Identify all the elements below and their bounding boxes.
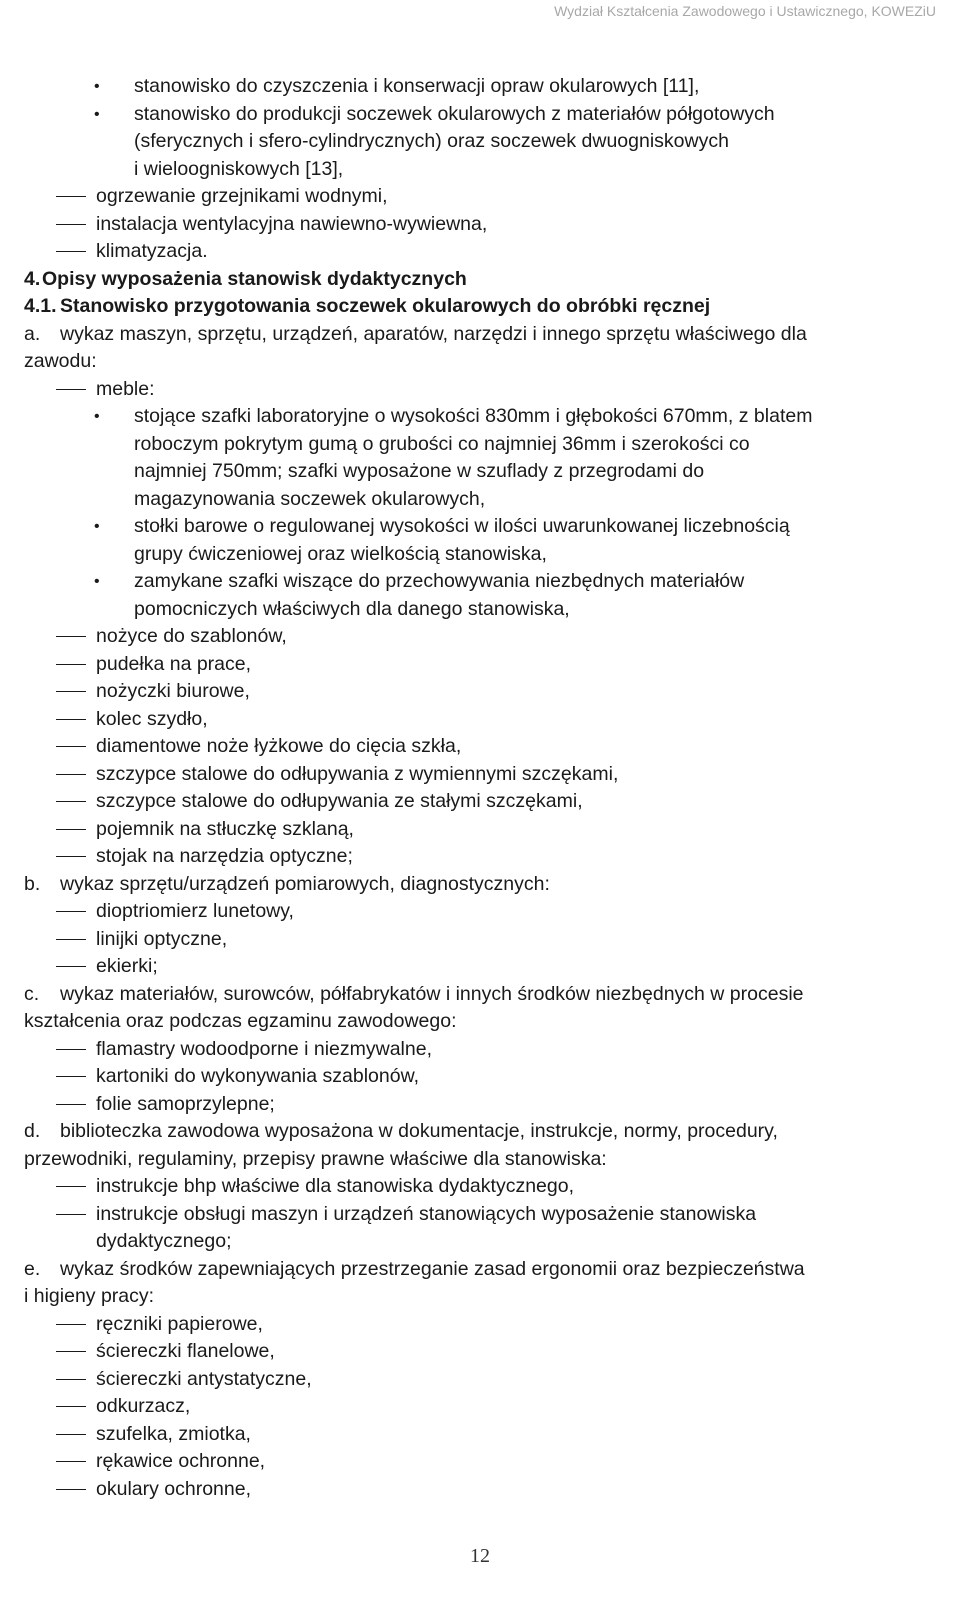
section-intro-line xyxy=(24,1118,936,1146)
section-intro-line xyxy=(24,981,936,1009)
list-item-line xyxy=(24,568,936,596)
list-item-line-text: kolec szydło, xyxy=(96,707,208,730)
list-item-line xyxy=(24,816,936,844)
dash-list-item xyxy=(24,1173,936,1201)
section-label: c. xyxy=(24,982,40,1005)
bullet-marker: • xyxy=(94,573,100,590)
list-item-line-text: dydaktycznego; xyxy=(96,1230,232,1252)
list-item-line xyxy=(24,513,936,541)
section-d xyxy=(24,1118,936,1256)
bullet-marker: • xyxy=(94,78,100,95)
list-item-line xyxy=(24,1338,936,1366)
list-item-line xyxy=(24,953,936,981)
dash-list-item xyxy=(24,953,936,981)
dash-list-item xyxy=(24,761,936,789)
list-item-line-text: ściereczki antystatyczne, xyxy=(96,1367,312,1390)
list-item-line xyxy=(24,788,936,816)
dash-list-item xyxy=(24,183,936,211)
list-item-line xyxy=(24,761,936,789)
section-intro-line-text: wykaz sprzętu/urządzeń pomiarowych, diagnostycznych: xyxy=(60,872,550,895)
list-item-line-text: i wieloogniskowych [13], xyxy=(134,157,344,180)
section-e xyxy=(24,1256,936,1504)
list-item-line-text: dioptriomierz lunetowy, xyxy=(96,900,294,922)
list-item-line-text: instrukcje bhp właściwe dla stanowiska dydaktycznego, xyxy=(96,1175,574,1197)
dash-list-item xyxy=(24,238,936,266)
dash-list-item xyxy=(24,1421,936,1449)
bullet-list-item xyxy=(24,101,936,184)
list-item-line xyxy=(24,733,936,761)
dash-list-item xyxy=(24,1338,936,1366)
list-item-line xyxy=(24,1036,936,1064)
section-intro-line-text: przewodniki, regulaminy, przepisy prawne właściwe dla stanowiska: xyxy=(24,1147,607,1170)
list-item-line-text: stojące szafki laboratoryjne o wysokości 830mm i głębokości 670mm, z blatem xyxy=(134,405,813,427)
list-item-line xyxy=(24,843,936,871)
list-item-line xyxy=(24,1173,936,1201)
subsection-heading xyxy=(24,293,936,321)
dash-list-item xyxy=(24,1393,936,1421)
section-intro-line-text: wykaz maszyn, sprzętu, urządzeń, aparatów, narzędzi i innego sprzętu właściwego dla xyxy=(60,322,807,345)
list-item-line-text: odkurzacz, xyxy=(96,1395,191,1417)
list-item-line-text: ręczniki papierowe, xyxy=(96,1312,263,1335)
section-intro-line xyxy=(24,348,936,376)
list-item-line xyxy=(24,128,936,156)
dash-list-item xyxy=(24,816,936,844)
dash-list-item xyxy=(24,1201,936,1256)
list-item-line-text: klimatyzacja. xyxy=(96,240,208,262)
section-intro-line xyxy=(24,321,936,349)
list-item-line-text: szczypce stalowe do odłupywania z wymiennymi szczękami, xyxy=(96,762,619,785)
list-item-line-text: kartoniki do wykonywania szablonów, xyxy=(96,1065,420,1087)
list-item-line xyxy=(24,1091,936,1119)
list-item-line xyxy=(24,73,936,101)
section-heading-text: Opisy wyposażenia stanowisk dydaktycznych xyxy=(42,267,467,290)
section-intro-line xyxy=(24,1283,936,1311)
list-item-line xyxy=(24,1476,936,1504)
list-item-line xyxy=(24,1201,936,1229)
bullet-list-item xyxy=(24,568,936,623)
list-item-line xyxy=(24,1421,936,1449)
dash-list-item xyxy=(24,788,936,816)
list-item-line xyxy=(24,211,936,239)
section-intro-line xyxy=(24,1146,936,1174)
list-item-line xyxy=(24,1311,936,1339)
section-intro-line-text: biblioteczka zawodowa wyposażona w dokumentacje, instrukcje, normy, procedury, xyxy=(60,1120,778,1142)
dash-list-item xyxy=(24,1311,936,1339)
dash-list-item xyxy=(24,211,936,239)
list-item-line-text: najmniej 750mm; szafki wyposażone w szuflady z przegrodami do xyxy=(134,460,705,482)
dash-list-item xyxy=(24,1091,936,1119)
list-item-line-text: flamastry wodoodporne i niezmywalne, xyxy=(96,1037,432,1060)
list-item-line xyxy=(24,183,936,211)
list-item-line-text: stanowisko do produkcji soczewek okularowych z materiałów półgotowych xyxy=(134,102,775,125)
bullet-list-item xyxy=(24,513,936,568)
document-body xyxy=(24,73,936,1503)
list-item-line-text: stołki barowe o regulowanej wysokości w ilości uwarunkowanej liczebnością xyxy=(134,515,790,537)
section-intro-line xyxy=(24,1256,936,1284)
list-item-line xyxy=(24,898,936,926)
list-item-line xyxy=(24,403,936,431)
list-item-line xyxy=(24,376,936,404)
list-item-line-text: meble: xyxy=(96,377,155,400)
section-intro-line xyxy=(24,1008,936,1036)
list-item-line-text: okulary ochronne, xyxy=(96,1477,252,1500)
section-heading-number: 4. xyxy=(24,267,41,290)
page-header: Wydział Kształcenia Zawodowego i Ustawicznego, KOWEZiU xyxy=(554,3,936,19)
list-item-line-text: linijki optyczne, xyxy=(96,927,228,950)
list-item-line xyxy=(24,1448,936,1476)
list-item-line-text: ogrzewanie grzejnikami wodnymi, xyxy=(96,185,388,207)
list-item-line-text: (sferycznych i sfero-cylindrycznych) oraz soczewek dwuogniskowych xyxy=(134,130,729,152)
list-item-line-text: stojak na narzędzia optyczne; xyxy=(96,845,353,867)
list-item-line xyxy=(24,926,936,954)
list-item-line xyxy=(24,678,936,706)
dash-list-item xyxy=(24,898,936,926)
list-item-line-text: rękawice ochronne, xyxy=(96,1450,266,1472)
section-b xyxy=(24,871,936,981)
section-label: d. xyxy=(24,1120,41,1142)
section-intro-line xyxy=(24,871,936,899)
dash-list-item xyxy=(24,926,936,954)
list-item-line xyxy=(24,623,936,651)
bullet-list-item xyxy=(24,403,936,513)
section-intro-line-text: kształcenia oraz podczas egzaminu zawodowego: xyxy=(24,1010,457,1032)
section-intro-line-text: i higieny pracy: xyxy=(24,1285,155,1307)
list-item-line-text: instrukcje obsługi maszyn i urządzeń stanowiących wyposażenie stanowiska xyxy=(96,1202,757,1225)
section-label: e. xyxy=(24,1257,41,1280)
dash-list-item xyxy=(24,1036,936,1064)
subsection-heading-text: Stanowisko przygotowania soczewek okularowych do obróbki ręcznej xyxy=(60,295,711,317)
list-item-line xyxy=(24,156,936,184)
section-label: b. xyxy=(24,872,41,895)
list-item-line-text: nożyce do szablonów, xyxy=(96,625,287,647)
list-item-line-text: pudełka na prace, xyxy=(96,652,252,675)
list-item-line-text: zamykane szafki wiszące do przechowywania niezbędnych materiałów xyxy=(134,570,745,592)
list-item-line xyxy=(24,1366,936,1394)
dash-list-item xyxy=(24,376,936,404)
bullet-marker: • xyxy=(94,105,100,123)
dash-list-item xyxy=(24,678,936,706)
list-item-line xyxy=(24,596,936,624)
section-intro-line-text: wykaz środków zapewniających przestrzeganie zasad ergonomii oraz bezpieczeństwa xyxy=(60,1257,805,1280)
bullet-list-item xyxy=(24,73,936,101)
list-item-line xyxy=(24,706,936,734)
list-item-line xyxy=(24,1228,936,1256)
intro-list xyxy=(24,73,936,266)
list-item-line-text: szczypce stalowe do odłupywania ze stałymi szczękami, xyxy=(96,790,583,812)
bullet-marker: • xyxy=(94,518,100,535)
dash-list-item xyxy=(24,1366,936,1394)
list-item-line-text: pomocniczych właściwych dla danego stanowiska, xyxy=(134,597,570,620)
list-item-line xyxy=(24,541,936,569)
dash-list-item xyxy=(24,843,936,871)
list-item-line-text: ekierki; xyxy=(96,955,158,977)
list-item-line xyxy=(24,431,936,459)
section-intro-line-text: wykaz materiałów, surowców, półfabrykatów i innych środków niezbędnych w procesie xyxy=(60,982,804,1005)
dash-list-item xyxy=(24,1448,936,1476)
list-item-line-text: nożyczki biurowe, xyxy=(96,680,250,702)
section-label: a. xyxy=(24,322,41,345)
dash-list-item xyxy=(24,1476,936,1504)
list-item-line-text: instalacja wentylacyjna nawiewno-wywiewna, xyxy=(96,212,488,235)
equipment-sections xyxy=(24,321,936,1504)
dash-list-item xyxy=(24,1063,936,1091)
list-item-line xyxy=(24,458,936,486)
dash-list-item xyxy=(24,733,936,761)
section-c xyxy=(24,981,936,1119)
list-item-line-text: grupy ćwiczeniowej oraz wielkością stanowiska, xyxy=(134,542,547,565)
page-number: 12 xyxy=(470,1545,490,1567)
list-item-line-text: diamentowe noże łyżkowe do cięcia szkła, xyxy=(96,735,462,757)
list-item-line-text: ściereczki flanelowe, xyxy=(96,1340,275,1362)
list-item-line-text: szufelka, zmiotka, xyxy=(96,1422,251,1445)
list-item-line-text: folie samoprzylepne; xyxy=(96,1092,275,1115)
list-item-line-text: magazynowania soczewek okularowych, xyxy=(134,487,486,510)
dash-list-item xyxy=(24,623,936,651)
list-item-line xyxy=(24,101,936,129)
list-item-line-text: stanowisko do czyszczenia i konserwacji opraw okularowych [11], xyxy=(134,75,700,97)
subsection-heading-number: 4.1. xyxy=(24,295,57,317)
bullet-marker: • xyxy=(94,408,100,425)
list-item-line xyxy=(24,238,936,266)
list-item-line xyxy=(24,1063,936,1091)
list-item-line xyxy=(24,1393,936,1421)
list-item-line-text: pojemnik na stłuczkę szklaną, xyxy=(96,817,354,840)
dash-list-item xyxy=(24,651,936,679)
list-item-line-text: roboczym pokrytym gumą o grubości co najmniej 36mm i szerokości co xyxy=(134,432,750,455)
section-intro-line-text: zawodu: xyxy=(24,350,97,372)
section-heading xyxy=(24,266,936,294)
list-item-line xyxy=(24,486,936,514)
dash-list-item xyxy=(24,706,936,734)
section-a xyxy=(24,321,936,871)
list-item-line xyxy=(24,651,936,679)
